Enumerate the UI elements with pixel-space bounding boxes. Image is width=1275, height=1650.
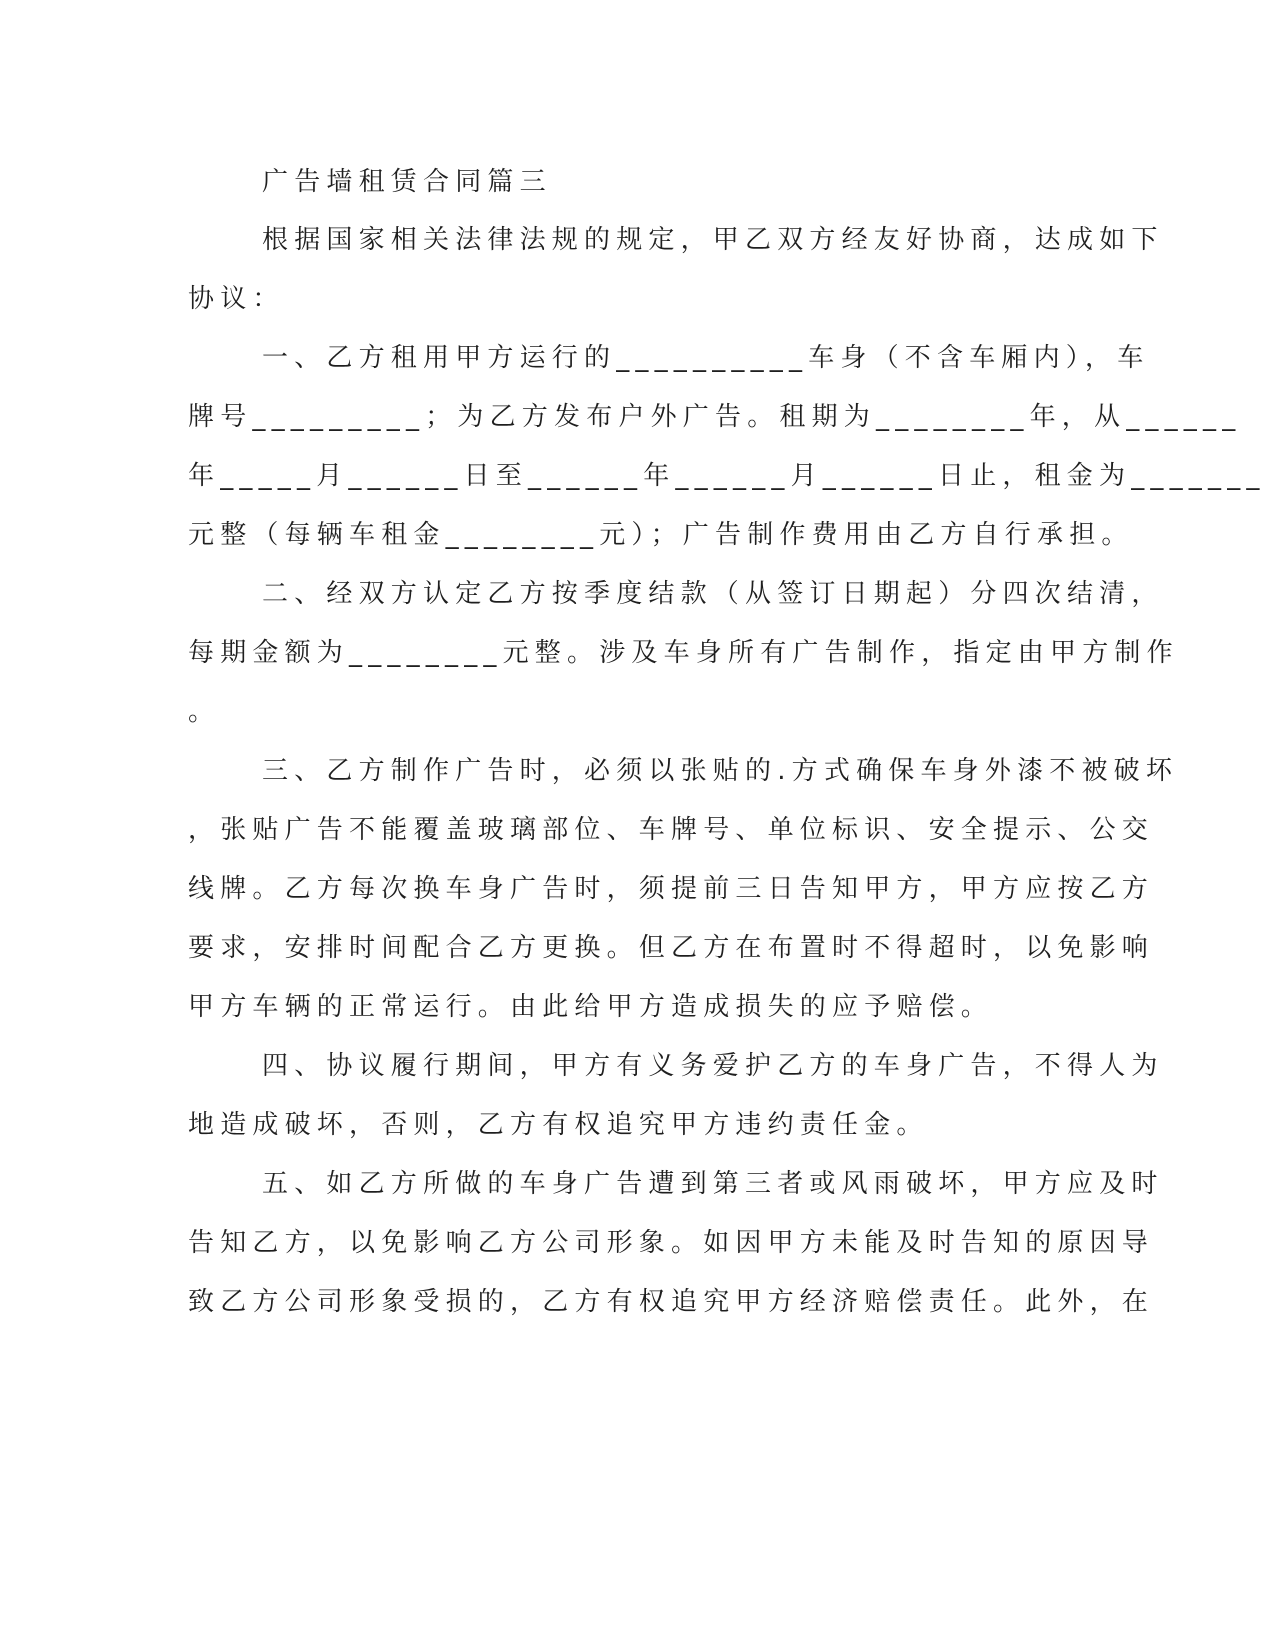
paragraph-line: 致乙方公司形象受损的，乙方有权追究甲方经济赔偿责任。此外，在	[188, 1287, 1155, 1317]
paragraph-line: 二、经双方认定乙方按季度结款（从签订日期起）分四次结清，	[262, 579, 1164, 609]
paragraph-line: 要求，安排时间配合乙方更换。但乙方在布置时不得超时，以免影响	[188, 933, 1155, 963]
paragraph-line: 。	[188, 697, 221, 727]
paragraph-line: 地造成破坏，否则，乙方有权追究甲方违约责任金。	[188, 1110, 929, 1140]
paragraph-line: 元整（每辆车租金________元）；广告制作费用由乙方自行承担。	[188, 520, 1134, 550]
paragraph-line: 协议：	[188, 284, 285, 314]
paragraph-line: 每期金额为________元整。涉及车身所有广告制作，指定由甲方制作	[188, 638, 1179, 668]
paragraph-line: 线牌。乙方每次换车身广告时，须提前三日告知甲方，甲方应按乙方	[188, 874, 1155, 904]
paragraph-line: 三、乙方制作广告时，必须以张贴的.方式确保车身外漆不被破坏	[262, 756, 1179, 786]
paragraph-line: 四、协议履行期间，甲方有义务爱护乙方的车身广告，不得人为	[262, 1051, 1164, 1081]
paragraph-line: 牌号_________；为乙方发布户外广告。租期为________年，从______	[188, 402, 1242, 432]
paragraph-line: 甲方车辆的正常运行。由此给甲方造成损失的应予赔偿。	[188, 992, 994, 1022]
document-title: 广告墙租赁合同篇三	[262, 167, 552, 197]
paragraph-line: ，张贴广告不能覆盖玻璃部位、车牌号、单位标识、安全提示、公交	[188, 815, 1155, 845]
paragraph-line: 告知乙方，以免影响乙方公司形象。如因甲方未能及时告知的原因导	[188, 1228, 1155, 1258]
paragraph-line: 五、如乙方所做的车身广告遭到第三者或风雨破坏，甲方应及时	[262, 1169, 1164, 1199]
paragraph-line: 根据国家相关法律法规的规定，甲乙双方经友好协商，达成如下	[262, 225, 1164, 255]
paragraph-line: 年_____月______日至______年______月______日止，租金为_______	[188, 461, 1266, 491]
paragraph-line: 一、乙方租用甲方运行的__________车身（不含车厢内），车	[262, 343, 1150, 373]
